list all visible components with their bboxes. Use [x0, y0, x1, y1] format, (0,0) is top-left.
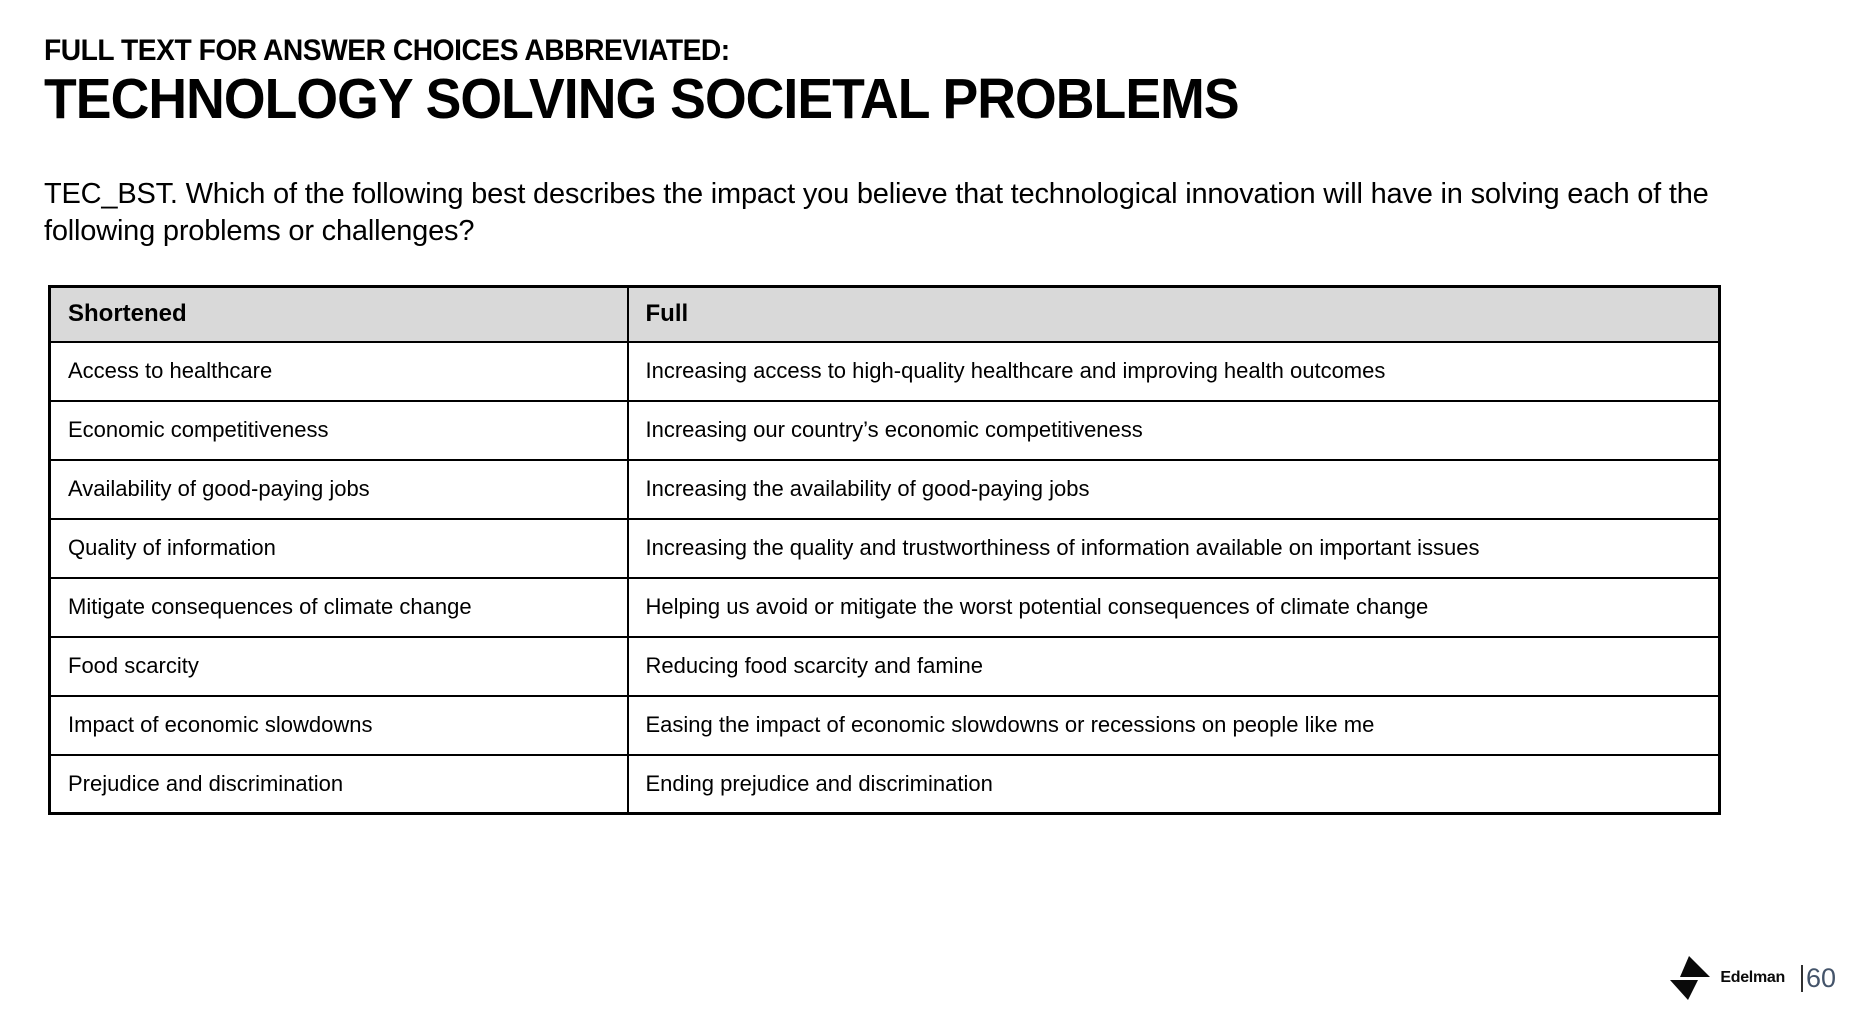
slide-footer	[1667, 955, 1836, 1001]
edelman-logo	[1667, 955, 1785, 1001]
answer-choice-mapping-table	[48, 285, 1721, 815]
table-row	[50, 519, 1720, 578]
table-row	[50, 401, 1720, 460]
page-title: TECHNOLOGY SOLVING SOCIETAL PROBLEMS	[44, 67, 1239, 131]
survey-question-text: TEC_BST. Which of the following best describes the impact you believe that technological innovation will have in solving each of the following problems or challenges?	[44, 178, 1709, 247]
full-cell: Increasing our country’s economic competitiveness	[628, 401, 1720, 460]
shortened-cell: Economic competitiveness	[50, 401, 628, 460]
full-cell: Ending prejudice and discrimination	[628, 755, 1720, 814]
table-row	[50, 755, 1720, 814]
full-cell: Helping us avoid or mitigate the worst potential consequences of climate change	[628, 578, 1720, 637]
full-cell: Easing the impact of economic slowdowns or recessions on people like me	[628, 696, 1720, 755]
shortened-cell: Prejudice and discrimination	[50, 755, 628, 814]
table-row	[50, 460, 1720, 519]
table-header-row	[50, 287, 1720, 342]
shortened-cell: Food scarcity	[50, 637, 628, 696]
edelman-pinwheel-icon	[1667, 955, 1711, 1001]
shortened-cell: Mitigate consequences of climate change	[50, 578, 628, 637]
shortened-cell: Access to healthcare	[50, 342, 628, 401]
edelman-wordmark: Edelman	[1720, 969, 1785, 986]
table-row	[50, 342, 1720, 401]
page-number: 60	[1801, 965, 1836, 992]
shortened-cell: Impact of economic slowdowns	[50, 696, 628, 755]
table-row	[50, 696, 1720, 755]
table-header-full: Full	[628, 287, 1720, 342]
full-cell: Increasing the availability of good-paying jobs	[628, 460, 1720, 519]
full-cell: Increasing access to high-quality healthcare and improving health outcomes	[628, 342, 1720, 401]
slide-kicker: FULL TEXT FOR ANSWER CHOICES ABBREVIATED:	[44, 34, 730, 67]
table-header-shortened: Shortened	[50, 287, 628, 342]
table-row	[50, 578, 1720, 637]
shortened-cell: Availability of good-paying jobs	[50, 460, 628, 519]
shortened-cell: Quality of information	[50, 519, 628, 578]
full-cell: Increasing the quality and trustworthiness of information available on important issues	[628, 519, 1720, 578]
full-cell: Reducing food scarcity and famine	[628, 637, 1720, 696]
table-row	[50, 637, 1720, 696]
